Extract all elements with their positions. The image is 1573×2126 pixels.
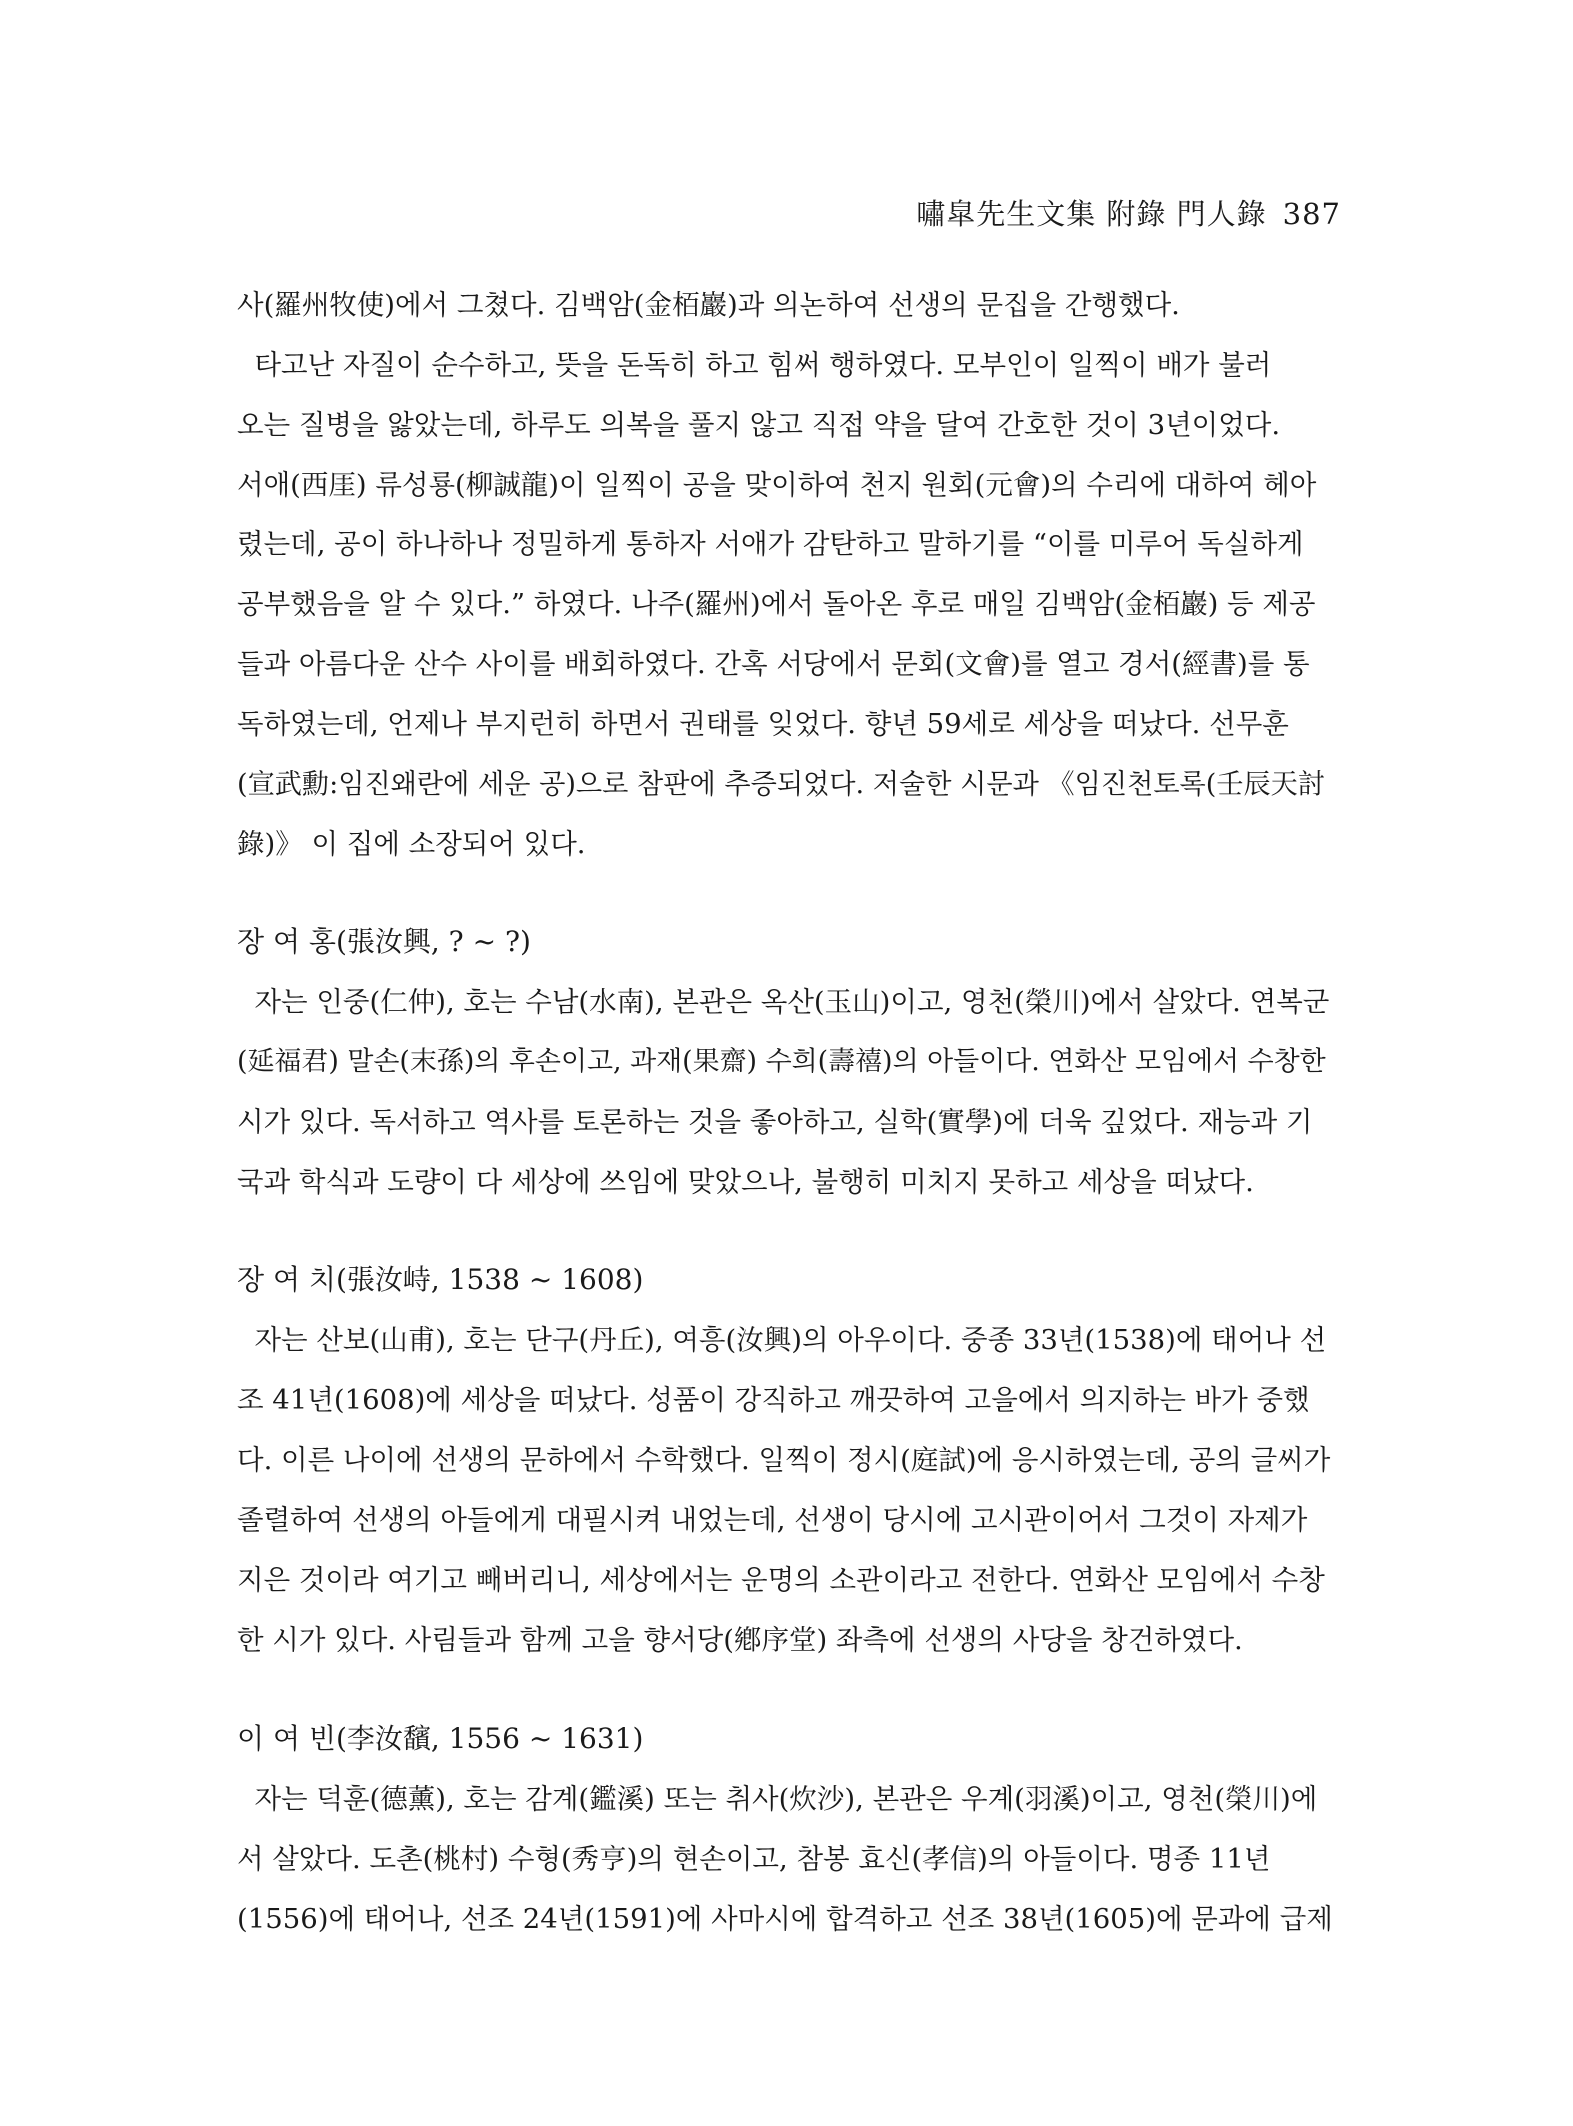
text-line: 錄)》 이 집에 소장되어 있다.: [237, 828, 586, 860]
text-line: 지은 것이라 여기고 빼버리니, 세상에서는 운명의 소관이라고 전한다. 연화산 모임에서 수창: [237, 1564, 1325, 1596]
text-line: (宣武勳:임진왜란에 세운 공)으로 참판에 추증되었다. 저술한 시문과 《임진천토록(壬辰天討: [237, 769, 1325, 800]
section-heading: 장 여 홍(張汝興, ? ~ ?): [237, 925, 531, 958]
section-heading: 장 여 치(張汝峙, 1538 ~ 1608): [237, 1263, 644, 1296]
text-line: 자는 덕훈(德薰), 호는 감계(鑑溪) 또는 취사(炊沙), 본관은 우계(羽溪)이고, 영천(榮川)에: [237, 1783, 1318, 1815]
text-line: 렸는데, 공이 하나하나 정밀하게 통하자 서애가 감탄하고 말하기를 “이를 미루어 독실하게: [237, 528, 1304, 560]
text-line: 한 시가 있다. 사림들과 함께 고을 향서당(鄕序堂) 좌측에 선생의 사당을 창건하였다.: [237, 1624, 1243, 1656]
text-line: 타고난 자질이 순수하고, 뜻을 돈독히 하고 힘써 행하였다. 모부인이 일찍이 배가 불러: [237, 349, 1272, 381]
text-line: 조 41년(1608)에 세상을 떠났다. 성품이 강직하고 깨끗하여 고을에서 의지하는 바가 중했: [237, 1384, 1310, 1416]
running-header: [916, 192, 1341, 233]
text-line: 공부했음을 알 수 있다.” 하였다. 나주(羅州)에서 돌아온 후로 매일 김백암(金栢巖) 등 제공: [237, 588, 1316, 620]
text-line: 자는 인중(仁仲), 호는 수남(水南), 본관은 옥산(玉山)이고, 영천(榮川)에서 살았다. 연복군: [237, 986, 1330, 1018]
text-line: 자는 산보(山甫), 호는 단구(丹丘), 여흥(汝興)의 아우이다. 중종 33년(1538)에 태어나 선: [237, 1324, 1327, 1356]
text-line: 오는 질병을 앓았는데, 하루도 의복을 풀지 않고 직접 약을 달여 간호한 것이 3년이었다.: [237, 409, 1281, 441]
header-title: 嘯皐先生文集 附錄 門人錄: [916, 197, 1267, 231]
text-line: 시가 있다. 독서하고 역사를 토론하는 것을 좋아하고, 실학(實學)에 더욱 깊었다. 재능과 기: [237, 1106, 1313, 1138]
text-line: 서 살았다. 도촌(桃村) 수형(秀亨)의 현손이고, 참봉 효신(孝信)의 아들이다. 명종 11년: [237, 1843, 1271, 1875]
text-line: 다. 이른 나이에 선생의 문하에서 수학했다. 일찍이 정시(庭試)에 응시하였는데, 공의 글씨가: [237, 1444, 1331, 1476]
text-line: 국과 학식과 도량이 다 세상에 쓰임에 맞았으나, 불행히 미치지 못하고 세상을 떠났다.: [237, 1166, 1254, 1198]
text-line: 독하였는데, 언제나 부지런히 하면서 권태를 잊었다. 향년 59세로 세상을 떠났다. 선무훈: [237, 708, 1289, 740]
text-line: 졸렬하여 선생의 아들에게 대필시켜 내었는데, 선생이 당시에 고시관이어서 그것이 자제가: [237, 1504, 1308, 1536]
text-line: (1556)에 태어나, 선조 24년(1591)에 사마시에 합격하고 선조 38년(1605)에 문과에 급제: [237, 1903, 1333, 1935]
text-line: 서애(西厓) 류성룡(柳誠龍)이 일찍이 공을 맞이하여 천지 원회(元會)의 수리에 대하여 헤아: [237, 469, 1317, 501]
page-number: 387: [1282, 197, 1341, 231]
section-heading: 이 여 빈(李汝馪, 1556 ~ 1631): [237, 1722, 644, 1755]
text-line: 사(羅州牧使)에서 그쳤다. 김백암(金栢巖)과 의논하여 선생의 문집을 간행했다.: [237, 289, 1180, 321]
text-line: 들과 아름다운 산수 사이를 배회하였다. 간혹 서당에서 문회(文會)를 열고 경서(經書)를 통: [237, 648, 1310, 680]
text-line: (延福君) 말손(末孫)의 후손이고, 과재(果齋) 수희(壽禧)의 아들이다. 연화산 모임에서 수창한: [237, 1046, 1326, 1077]
